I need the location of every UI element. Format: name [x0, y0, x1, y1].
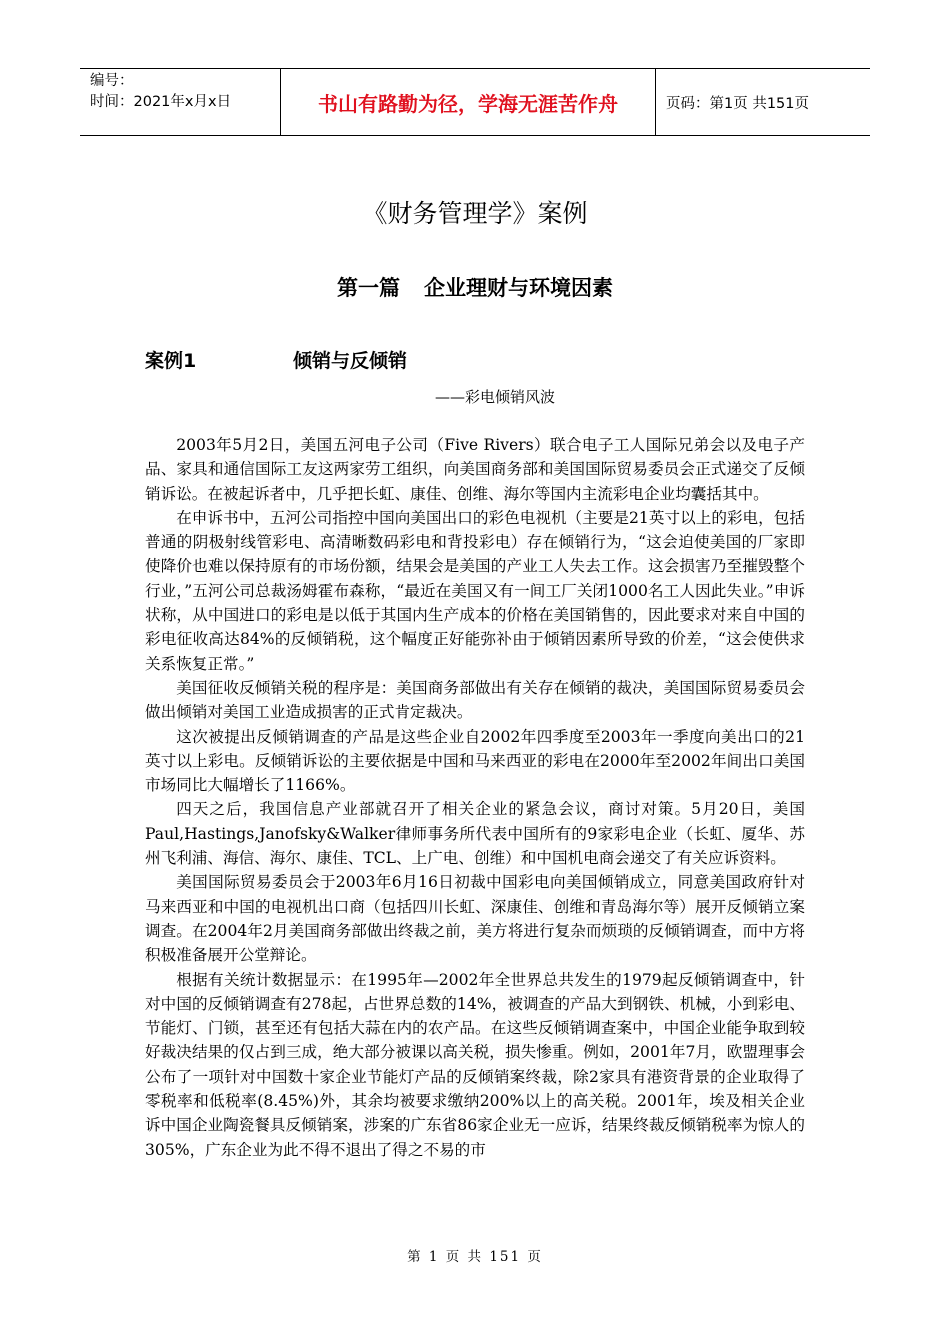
paragraph: 美国国际贸易委员会于2003年6月16日初裁中国彩电向美国倾销成立，同意美国政府针对马来西亚和中国的电视机出口商（包括四川长虹、深康佳、创维和青岛海尔等）展开反倾销立案调查。在2004年2月美国商务部做出终裁之前，美方将进行复杂而烦琐的反倾销调查，而中方将积极准备展开公堂辩论。: [145, 873, 805, 965]
header-table: [80, 68, 870, 136]
header-left-cell: [80, 69, 280, 135]
part-label: 第一篇: [337, 276, 400, 300]
part-name: 企业理财与环境因素: [424, 276, 613, 300]
part-heading: [0, 272, 950, 302]
case-heading: [145, 346, 407, 373]
body-text: [145, 433, 805, 1162]
page-footer: 第 1 页 共 151 页: [407, 1249, 543, 1265]
header-page-info: 页码：第1页 共151页: [666, 95, 810, 112]
paragraph: 在申诉书中，五河公司指控中国向美国出口的彩色电视机（主要是21英寸以上的彩电，包括普通的阴极射线管彩电、高清晰数码彩电和背投彩电）存在倾销行为，“这会迫使美国的厂家即使降价也难以保持原有的市场份额，结果会是美国的产业工人失去工作。这会损害乃至摧毁整个行业，”五河公司总裁汤姆霍布森称，“最近在美国又有一间工厂关闭1000名工人因此失业。”申诉状称，从中国进口的彩电是以低于其国内生产成本的价格在美国销售的，因此要求对来自中国的彩电征收高达84%的反倾销税，这个幅度正好能弥补由于倾销因素所导致的价差，“这会使供求关系恢复正常。”: [145, 508, 805, 673]
case-number: 案例1: [145, 350, 197, 372]
header-motto: 书山有路勤为径，学海无涯苦作舟: [280, 69, 656, 135]
paragraph: 根据有关统计数据显示：在1995年—2002年全世界总共发生的1979起反倾销调查中，针对中国的反倾销调查有278起，占世界总数的14%，被调查的产品大到钢铁、机械，小到彩电、节能灯、门锁，甚至还有包括大蒜在内的农产品。在这些反倾销调查案中，中国企业能争取到较好裁决结果的仅占到三成，绝大部分被课以高关税，损失惨重。例如，2001年7月，欧盟理事会公布了一项针对中国数十家企业节能灯产品的反倾销案终裁，除2家具有港资背景的企业取得了零税率和低税率(8.45%)外，其余均被要求缴纳200%以上的高关税。2001年，埃及相关企业诉中国企业陶瓷餐具反倾销案，涉案的广东省86家企业无一应诉，结果终裁反倾销税率为惊人的305%，广东企业为此不得不退出了得之不易的市: [145, 970, 805, 1159]
case-name: 倾销与反倾销: [293, 350, 408, 372]
paragraph: 四天之后，我国信息产业部就召开了相关企业的紧急会议，商讨对策。5月20日，美国Paul,Hastings,Janofsky&Walker律师事务所代表中国所有的9家彩电企业（长虹、厦华、苏州飞利浦、海信、海尔、康佳、TCL、上广电、创维）和中国机电商会递交了有关应诉资料。: [145, 800, 805, 868]
case-subtitle: ——彩电倾销风波: [435, 388, 556, 406]
document-number-label: 编号：: [90, 73, 134, 89]
paragraph: 美国征收反倾销关税的程序是：美国商务部做出有关存在倾销的裁决，美国国际贸易委员会做出倾销对美国工业造成损害的正式肯定裁决。: [145, 678, 805, 722]
document-title: 《财务管理学》案例: [362, 199, 588, 228]
document-time-label: 时间：2021年x月x日: [90, 94, 232, 110]
paragraph: 这次被提出反倾销调查的产品是这些企业自2002年四季度至2003年一季度向美出口的21英寸以上彩电。反倾销诉讼的主要依据是中国和马来西亚的彩电在2000年至2002年间出口美国市场同比大幅增长了1166%。: [145, 727, 805, 795]
paragraph: 2003年5月2日，美国五河电子公司（Five Rivers）联合电子工人国际兄弟会以及电子产品、家具和通信国际工友这两家劳工组织，向美国商务部和美国国际贸易委员会正式递交了反倾销诉讼。在被起诉者中，几乎把长虹、康佳、创维、海尔等国内主流彩电企业均囊括其中。: [145, 436, 805, 503]
